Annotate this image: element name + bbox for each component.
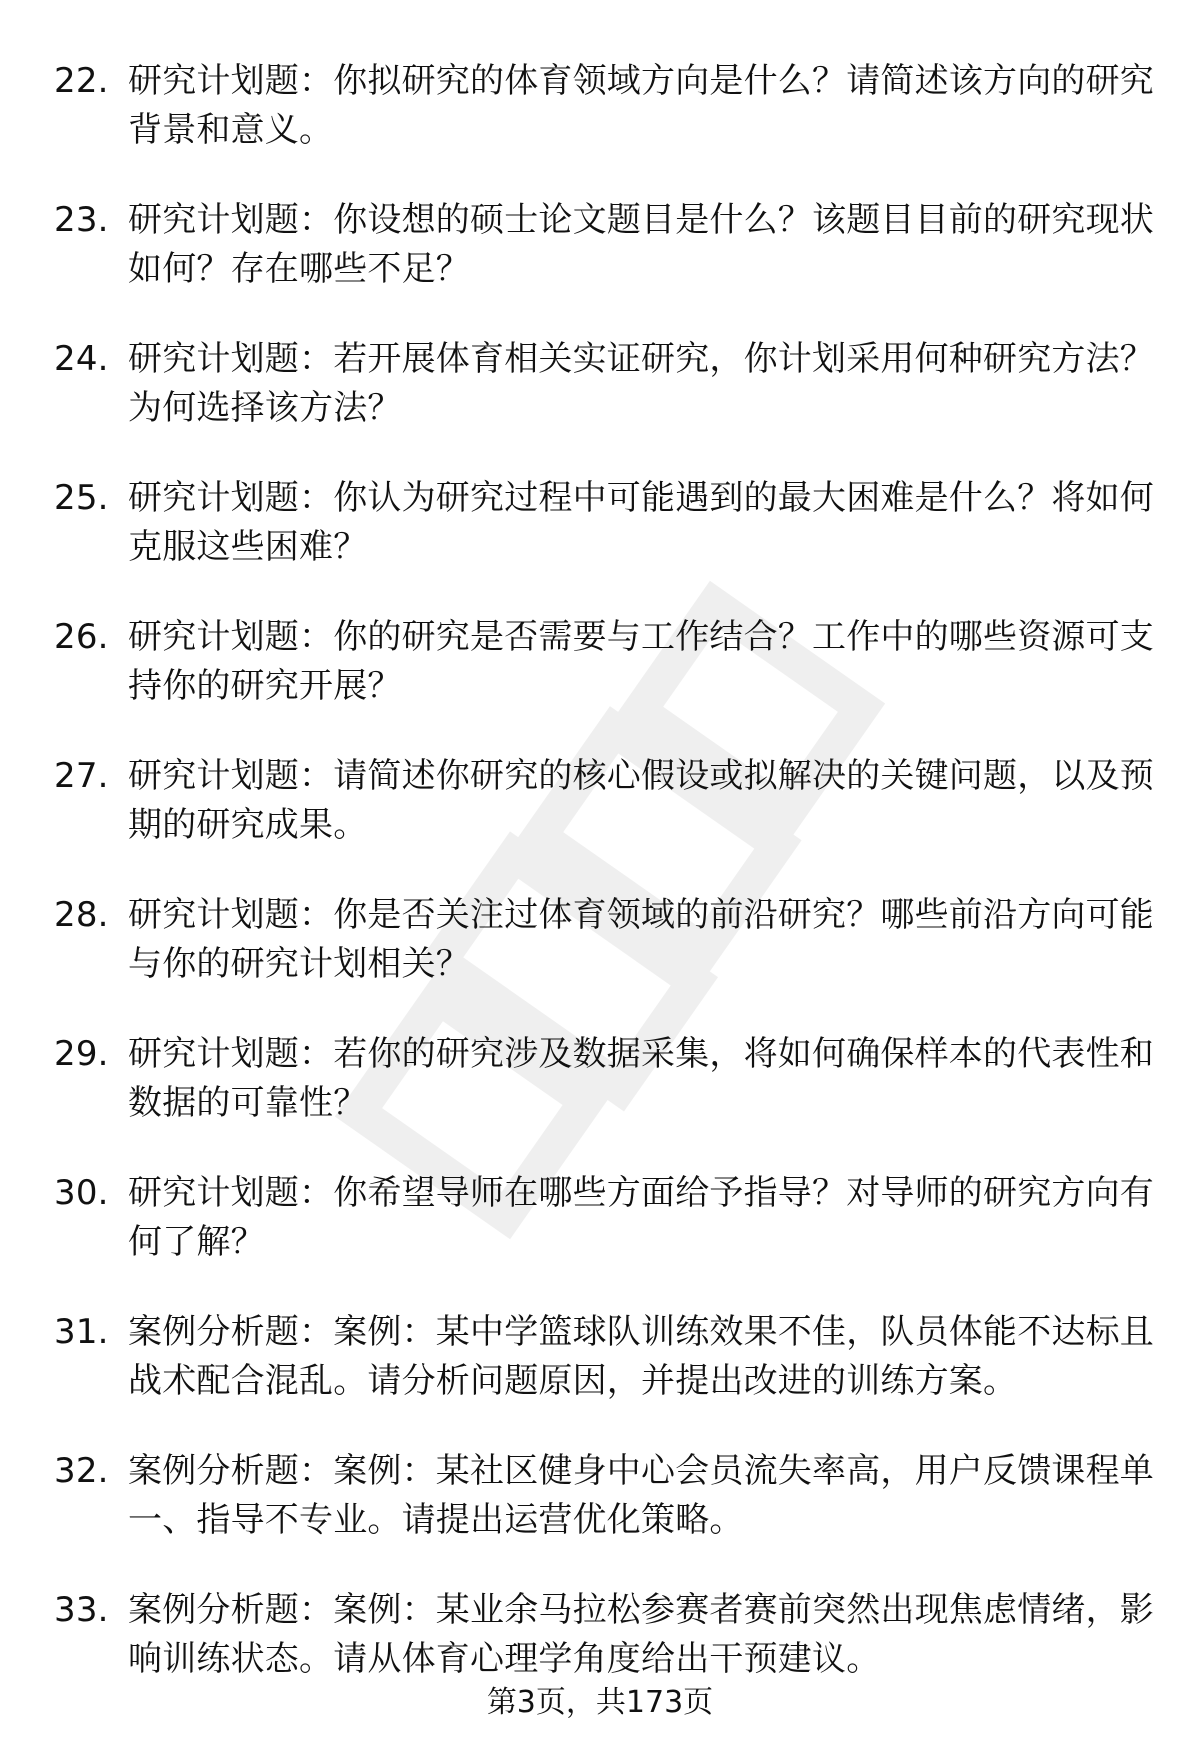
question-item	[54, 891, 1154, 989]
question-number: 29.	[54, 1034, 109, 1074]
question-number: 32.	[54, 1451, 109, 1491]
question-text: 研究计划题：你认为研究过程中可能遇到的最大困难是什么？将如何克服这些困难？	[128, 478, 1154, 567]
question-text: 研究计划题：你是否关注过体育领域的前沿研究？哪些前沿方向可能与你的研究计划相关？	[128, 895, 1154, 984]
question-number: 25.	[54, 478, 109, 518]
question-list	[54, 57, 1154, 1725]
question-text: 研究计划题：你希望导师在哪些方面给予指导？对导师的研究方向有何了解？	[128, 1173, 1154, 1262]
question-number: 24.	[54, 339, 109, 379]
question-item	[54, 752, 1154, 850]
question-number: 27.	[54, 756, 109, 796]
page-footer	[0, 1683, 1200, 1723]
question-text: 研究计划题：你拟研究的体育领域方向是什么？请简述该方向的研究背景和意义。	[128, 61, 1154, 150]
question-item	[54, 57, 1154, 155]
question-item	[54, 613, 1154, 711]
question-item	[54, 335, 1154, 433]
question-text: 案例分析题：案例：某中学篮球队训练效果不佳，队员体能不达标且战术配合混乱。请分析问题原因，并提出改进的训练方案。	[128, 1312, 1154, 1401]
question-item	[54, 1447, 1154, 1545]
question-text: 案例分析题：案例：某社区健身中心会员流失率高，用户反馈课程单一、指导不专业。请提出运营优化策略。	[128, 1451, 1154, 1540]
question-number: 22.	[54, 61, 109, 101]
question-text: 研究计划题：若开展体育相关实证研究，你计划采用何种研究方法？为何选择该方法？	[128, 339, 1154, 428]
question-number: 30.	[54, 1173, 109, 1213]
question-item	[54, 1586, 1154, 1684]
question-text: 案例分析题：案例：某业余马拉松参赛者赛前突然出现焦虑情绪，影响训练状态。请从体育心理学角度给出干预建议。	[128, 1590, 1154, 1679]
page-number-label: 第3页，共173页	[486, 1685, 714, 1720]
question-text: 研究计划题：若你的研究涉及数据采集，将如何确保样本的代表性和数据的可靠性？	[128, 1034, 1154, 1123]
question-number: 33.	[54, 1590, 109, 1630]
question-number: 23.	[54, 200, 109, 240]
question-item	[54, 1030, 1154, 1128]
question-number: 28.	[54, 895, 109, 935]
question-text: 研究计划题：你的研究是否需要与工作结合？工作中的哪些资源可支持你的研究开展？	[128, 617, 1154, 706]
question-text: 研究计划题：请简述你研究的核心假设或拟解决的关键问题，以及预期的研究成果。	[128, 756, 1154, 845]
question-item	[54, 1308, 1154, 1406]
question-number: 31.	[54, 1312, 109, 1352]
question-number: 26.	[54, 617, 109, 657]
question-item	[54, 1169, 1154, 1267]
question-text: 研究计划题：你设想的硕士论文题目是什么？该题目目前的研究现状如何？存在哪些不足？	[128, 200, 1154, 289]
question-item	[54, 474, 1154, 572]
question-item	[54, 196, 1154, 294]
